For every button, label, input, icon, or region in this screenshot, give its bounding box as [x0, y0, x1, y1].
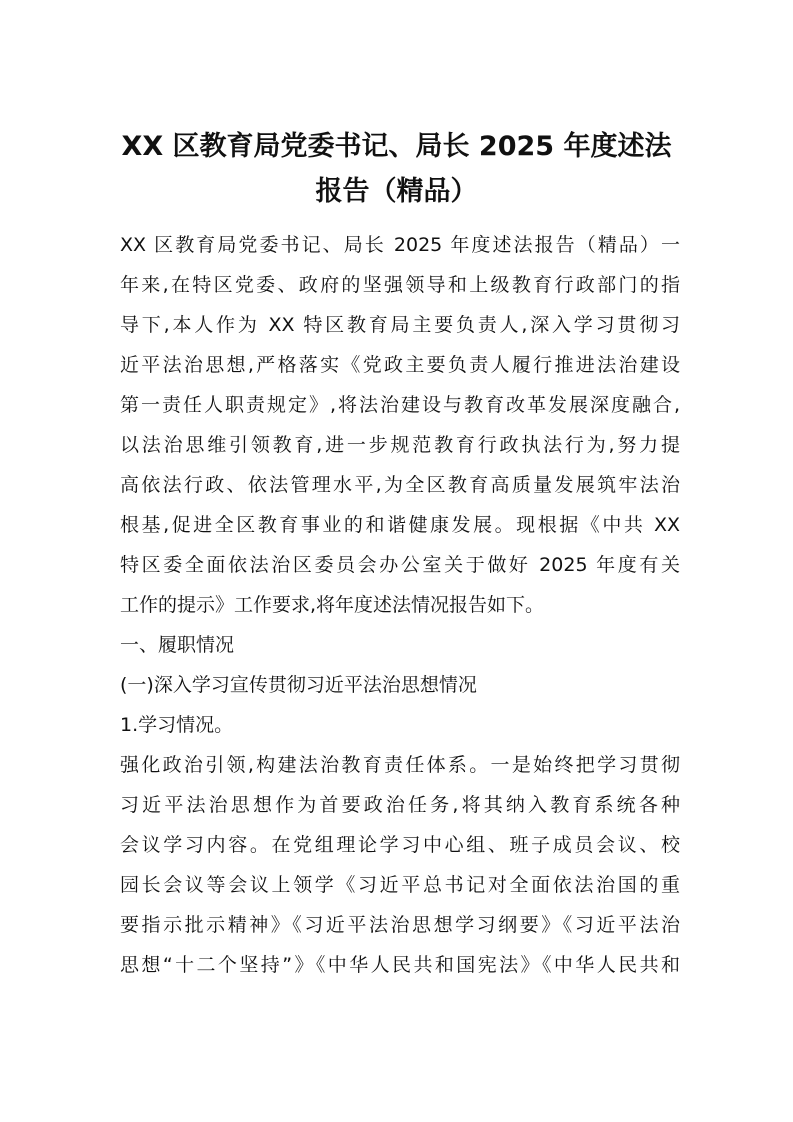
paragraph-intro: [120, 225, 680, 625]
text-line: 会议学习内容。在党组理论学习中心组、班子成员会议、校: [120, 834, 680, 856]
text-line: 特区委全面依法治区委员会办公室关于做好 2025 年度有关: [120, 554, 680, 576]
text-line: 工作的提示》工作要求,将年度述法情况报告如下。: [120, 594, 545, 616]
document-title-line-2: 报告（精品）: [315, 176, 478, 207]
subsection-heading: (一)深入学习宣传贯彻习近平法治思想情况: [120, 674, 477, 696]
text-line: 强化政治引领,构建法治教育责任体系。一是始终把学习贯彻: [120, 754, 680, 776]
text-line: 近平法治思想,严格落实《党政主要负责人履行推进法治建设: [120, 354, 680, 376]
section-heading: 一、履职情况: [120, 634, 235, 656]
text-line: XX 区教育局党委书记、局长 2025 年度述法报告（精品）一: [120, 234, 680, 256]
text-line: 年来,在特区党委、政府的坚强领导和上级教育行政部门的指: [120, 274, 680, 296]
text-line: 根基,促进全区教育事业的和谐健康发展。现根据《中共 XX: [120, 514, 680, 536]
text-line: 高依法行政、依法管理水平,为全区教育高质量发展筑牢法治: [120, 474, 680, 496]
paragraph-study: [120, 745, 680, 985]
item-heading: 1.学习情况。: [120, 714, 234, 736]
text-line: 习近平法治思想作为首要政治任务,将其纳入教育系统各种: [120, 794, 680, 816]
text-line: 导下,本人作为 XX 特区教育局主要负责人,深入学习贯彻习: [120, 314, 680, 336]
document-body: [120, 225, 680, 985]
text-line: 要指示批示精神》《习近平法治思想学习纲要》《习近平法治: [120, 914, 680, 936]
document-title-line-1: XX 区教育局党委书记、局长 2025 年度述法: [121, 131, 672, 162]
text-line: 园长会议等会议上领学《习近平总书记对全面依法治国的重: [120, 874, 680, 896]
text-line: 思想“十二个坚持”》《中华人民共和国宪法》《中华人民共和: [120, 954, 680, 976]
text-line: 第一责任人职责规定》,将法治建设与教育改革发展深度融合,: [120, 394, 680, 416]
text-line: 以法治思维引领教育,进一步规范教育行政执法行为,努力提: [120, 434, 680, 456]
